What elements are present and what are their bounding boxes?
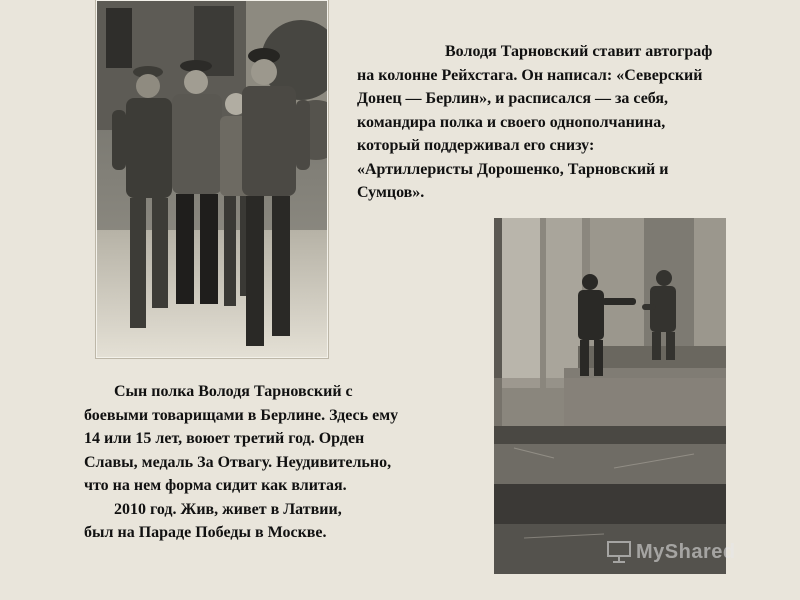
- caption-line: боевыми товарищами в Берлине. Здесь ему: [84, 406, 399, 424]
- watermark: [606, 540, 736, 564]
- caption-line: Сын полка Володя Тарновский с: [114, 383, 353, 400]
- caption-line: Володя Тарновский ставит автограф: [445, 43, 713, 60]
- caption-line: на колонне Рейхстага. Он написал: «Северский: [357, 66, 703, 84]
- presentation-board-icon: [606, 540, 632, 564]
- caption-line: Донец — Берлин», и расписался — за себя,: [357, 90, 669, 107]
- caption-line: который поддерживал его снизу:: [357, 137, 595, 154]
- caption-line: был на Параде Победы в Москве.: [84, 524, 327, 541]
- soldiers-group-illustration: [96, 0, 328, 358]
- caption-line: «Артиллеристы Дорошенко, Тарновский и: [357, 160, 669, 178]
- photo-reichstag-column: [494, 218, 726, 574]
- watermark-text: MyShared: [636, 540, 736, 563]
- caption-line: что на нем форма сидит как влитая.: [84, 477, 347, 494]
- caption-son-of-regiment: [84, 380, 434, 545]
- reichstag-column-illustration: [494, 218, 726, 574]
- caption-reichstag-autograph: [357, 40, 787, 205]
- caption-line: 14 или 15 лет, воюет третий год. Орден: [84, 430, 365, 447]
- caption-line: Славы, медаль За Отвагу. Неудивительно,: [84, 453, 392, 471]
- caption-line: Сумцов».: [357, 184, 425, 201]
- caption-line: 2010 год. Жив, живет в Латвии,: [114, 500, 342, 518]
- photo-soldiers-group: [96, 0, 328, 358]
- caption-line: командира полка и своего однополчанина,: [357, 113, 666, 131]
